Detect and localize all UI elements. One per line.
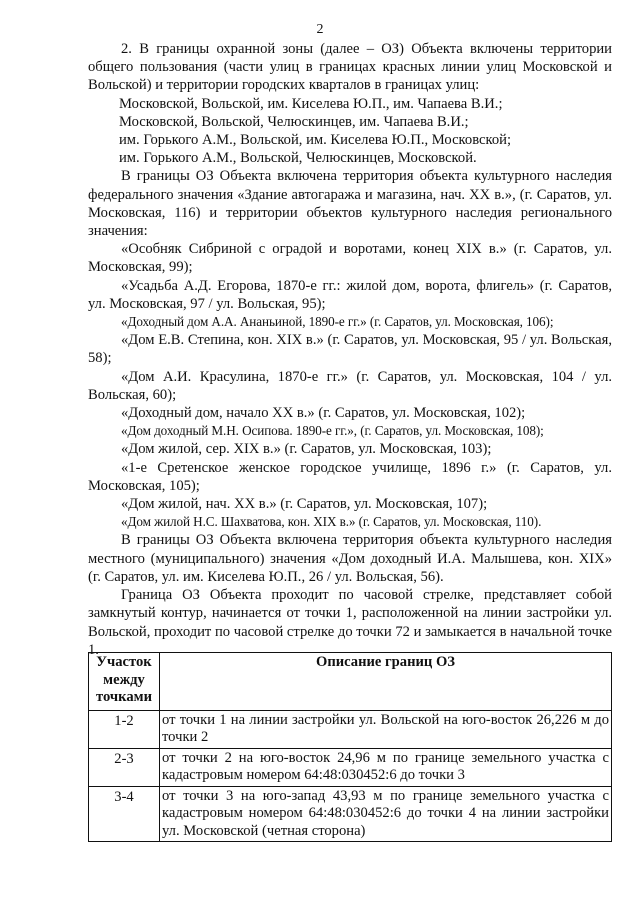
document-body: [88, 40, 612, 659]
heritage-object-item: «Дом жилой, сер. XIX в.» (г. Саратов, ул. Московская, 103);: [121, 441, 492, 458]
street-list-item: им. Горького А.М., Вольской, им. Киселева Ю.П., Московской;: [119, 132, 511, 149]
street-list-item: им. Горького А.М., Вольской, Челюскинцев, Московской.: [119, 150, 477, 167]
description-cell: от точки 2 на юго-восток 24,96 м по границе земельного участка с кадастровым номером 64:48:030452:6 до точки 3: [160, 748, 612, 786]
description-cell: от точки 3 на юго-запад 43,93 м по границе земельного участка с кадастровым номером 64:48:030452:6 до точки 4 на линии застройки ул. Московской (четная сторона): [160, 786, 612, 842]
segment-column-header: Участок между точками: [89, 653, 160, 711]
paragraph: Граница ОЗ Объекта проходит по часовой стрелке, представляет собой замкнутый контур, начинается от точки 1, расположенной на линии застройки ул. Вольской, проходит по часовой стрелке до точки 72 и замыкается в начальной точке 1.: [88, 587, 612, 658]
paragraph: В границы ОЗ Объекта включена территория объекта культурного наследия федерального значения «Здание автогаража и магазина, нач. XX в.», (г. Саратов, ул. Московская, 116) и территории объектов культурного наследия регионального значения:: [88, 168, 612, 240]
heritage-object-item: «Дом А.И. Красулина, 1870-е гг.» (г. Саратов, ул. Московская, 104 / ул. Вольская, 60);: [88, 368, 612, 403]
heritage-object-item: «Дом Е.В. Степина, кон. XIX в.» (г. Саратов, ул. Московская, 95 / ул. Вольская, 58);: [88, 332, 612, 367]
paragraph: В границы ОЗ Объекта включена территория объекта культурного наследия местного (муниципального) значения «Дом доходный И.А. Малышева, кон. XIX» (г. Саратов, ул. им. Киселева Ю.П., 26 / ул. Вольская, 56).: [88, 532, 612, 585]
table-header-row: [89, 653, 612, 711]
segment-cell: 2-3: [89, 748, 160, 786]
segment-cell: 1-2: [89, 710, 160, 748]
description-column-header: Описание границ ОЗ: [160, 653, 612, 711]
street-list-item: Московской, Вольской, им. Киселева Ю.П., им. Чапаева В.И.;: [119, 95, 503, 112]
street-list-item: Московской, Вольской, Челюскинцев, им. Чапаева В.И.;: [119, 113, 469, 130]
description-cell: от точки 1 на линии застройки ул. Вольской на юго-восток 26,226 м до точки 2: [160, 710, 612, 748]
heritage-object-item: «Дом жилой Н.С. Шахватова, кон. XIX в.» (г. Саратов, ул. Московская, 110).: [121, 514, 542, 530]
heritage-object-item: «Доходный дом, начало XX в.» (г. Саратов, ул. Московская, 102);: [121, 405, 526, 422]
table-row: [89, 710, 612, 748]
heritage-object-item: «Дом доходный М.Н. Осипова. 1890-е гг.», (г. Саратов, ул. Московская, 108);: [121, 423, 544, 439]
table-row: [89, 786, 612, 842]
heritage-object-item: «Усадьба А.Д. Егорова, 1870-е гг.: жилой дом, ворота, флигель» (г. Саратов, ул. Московская, 97 / ул. Вольская, 95);: [88, 277, 612, 312]
paragraph: 2. В границы охранной зоны (далее – ОЗ) Объекта включены территории общего пользования (части улиц в границах красных линии улиц Московской и Вольской) и территории городских кварталов в границах улиц:: [88, 41, 612, 94]
segment-cell: 3-4: [89, 786, 160, 842]
heritage-object-item: «1-е Сретенское женское городское училище, 1896 г.» (г. Саратов, ул. Московская, 105);: [88, 459, 612, 494]
heritage-object-item: «Дом жилой, нач. XX в.» (г. Саратов, ул. Московская, 107);: [121, 496, 488, 513]
table-row: [89, 748, 612, 786]
boundary-table: [88, 652, 612, 842]
page-number: 2: [316, 22, 324, 37]
heritage-object-item: «Особняк Сибриной с оградой и воротами, конец XIX в.» (г. Саратов, ул. Московская, 99);: [88, 241, 612, 276]
heritage-object-item: «Доходный дом А.А. Ананьиной, 1890-е гг.» (г. Саратов, ул. Московская, 106);: [121, 314, 554, 330]
